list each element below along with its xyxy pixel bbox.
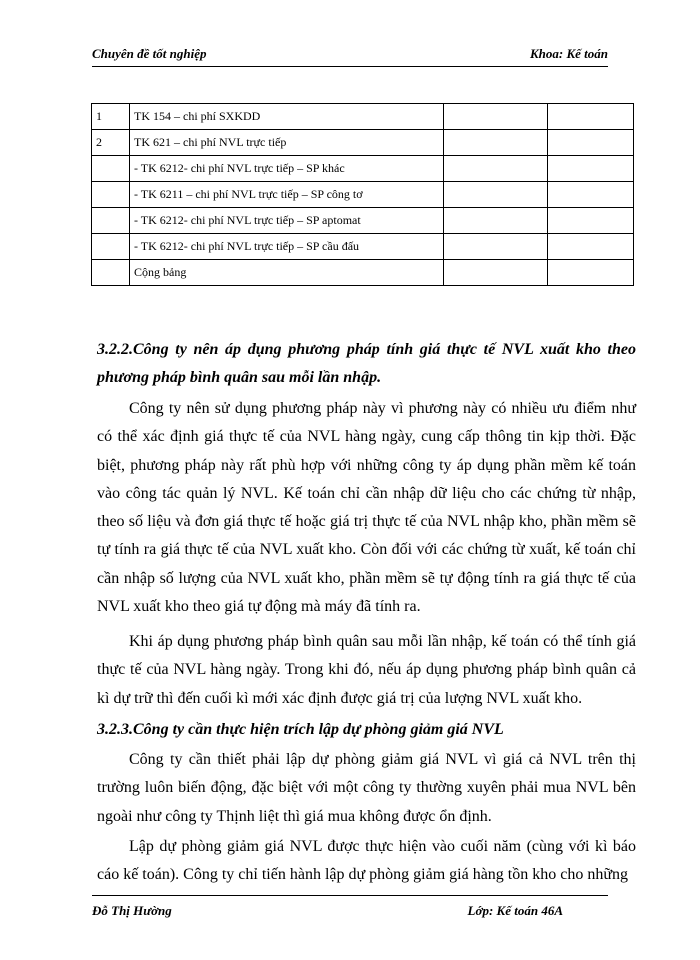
section-heading-3-2-3: 3.2.3.Công ty cần thực hiện trích lập dự phòng giảm giá NVL bbox=[97, 721, 504, 738]
empty-cell bbox=[548, 260, 634, 286]
page-footer bbox=[92, 895, 608, 920]
empty-cell bbox=[548, 156, 634, 182]
empty-cell bbox=[548, 208, 634, 234]
empty-cell bbox=[444, 208, 548, 234]
page-header bbox=[92, 44, 608, 67]
empty-cell bbox=[444, 260, 548, 286]
account-name: - TK 6211 – chi phí NVL trực tiếp – SP công tơ bbox=[130, 182, 444, 208]
row-number bbox=[92, 156, 130, 182]
row-number bbox=[92, 260, 130, 286]
row-number: 2 bbox=[92, 130, 130, 156]
footer-author: Đỗ Thị Hường bbox=[92, 903, 172, 918]
table-row bbox=[92, 156, 634, 182]
empty-cell bbox=[548, 182, 634, 208]
header-department: Khoa: Kế toán bbox=[529, 46, 608, 61]
empty-cell bbox=[548, 130, 634, 156]
row-number bbox=[92, 234, 130, 260]
footer-class: Lớp: Kế toán 46A bbox=[467, 903, 563, 918]
section-heading-3-2-2: 3.2.2.Công ty nên áp dụng phương pháp tính giá thực tế NVL xuất kho theo phương pháp bình quân sau mỗi lần nhập. bbox=[97, 341, 636, 386]
account-table bbox=[91, 103, 634, 286]
account-name: - TK 6212- chi phí NVL trực tiếp – SP cầu đấu bbox=[130, 234, 444, 260]
empty-cell bbox=[444, 182, 548, 208]
empty-cell bbox=[548, 234, 634, 260]
account-name: TK 154 – chi phí SXKDD bbox=[130, 104, 444, 130]
section-paragraph: Công ty nên sử dụng phương pháp này vì phương này có nhiều ưu điểm như có thể xác định giá thực tế của NVL hàng ngày, cung cấp thông tin kịp thời. Đặc biệt, phương pháp này rất phù hợp với những công ty áp dụng phần mềm kế toán vào công tác quản lý NVL. Kế toán chỉ cần nhập dữ liệu cho các chứng từ nhập, theo số liệu và đơn giá thực tế hoặc giá trị thực tế của NVL nhập kho, phần mềm sẽ tự tính ra giá thực tế của NVL xuất kho. Còn đối với các chứng từ xuất, kế toán chỉ cần nhập số lượng của NVL xuất kho, phần mềm sẽ tự động tính ra giá thực tế của NVL xuất kho theo giá tự động mà máy đã tính ra. bbox=[97, 400, 636, 616]
table-row bbox=[92, 208, 634, 234]
table-row bbox=[92, 130, 634, 156]
header-course-title: Chuyên đề tốt nghiệp bbox=[92, 46, 207, 61]
table-row bbox=[92, 234, 634, 260]
table-row bbox=[92, 104, 634, 130]
row-number bbox=[92, 182, 130, 208]
section-paragraph: Lập dự phòng giảm giá NVL được thực hiện vào cuối năm (cùng với kì báo cáo kế toán). Công ty chỉ tiến hành lập dự phòng giảm giá hàng tồn kho cho những bbox=[97, 838, 636, 884]
section-paragraph: Công ty cần thiết phải lập dự phòng giảm giá NVL vì giá cả NVL trên thị trường luôn biến động, đặc biệt với một công ty thường xuyên phải mua NVL bên ngoài như công ty Thịnh liệt thì giá mua không được ổn định. bbox=[97, 751, 636, 825]
section-paragraph: Khi áp dụng phương pháp bình quân sau mỗi lần nhập, kế toán có thể tính giá thực tế của NVL hàng ngày. Trong khi đó, nếu áp dụng phương pháp bình quân cả kì dự trữ thì đến cuối kì mới xác định được giá trị của lượng NVL xuất kho. bbox=[97, 633, 636, 707]
table-row bbox=[92, 260, 634, 286]
row-number: 1 bbox=[92, 104, 130, 130]
table-row bbox=[92, 182, 634, 208]
account-name: TK 621 – chi phí NVL trực tiếp bbox=[130, 130, 444, 156]
empty-cell bbox=[548, 104, 634, 130]
table-total-label: Cộng bảng bbox=[130, 260, 444, 286]
account-name: - TK 6212- chi phí NVL trực tiếp – SP khác bbox=[130, 156, 444, 182]
empty-cell bbox=[444, 130, 548, 156]
empty-cell bbox=[444, 156, 548, 182]
empty-cell bbox=[444, 104, 548, 130]
row-number bbox=[92, 208, 130, 234]
empty-cell bbox=[444, 234, 548, 260]
account-name: - TK 6212- chi phí NVL trực tiếp – SP aptomat bbox=[130, 208, 444, 234]
